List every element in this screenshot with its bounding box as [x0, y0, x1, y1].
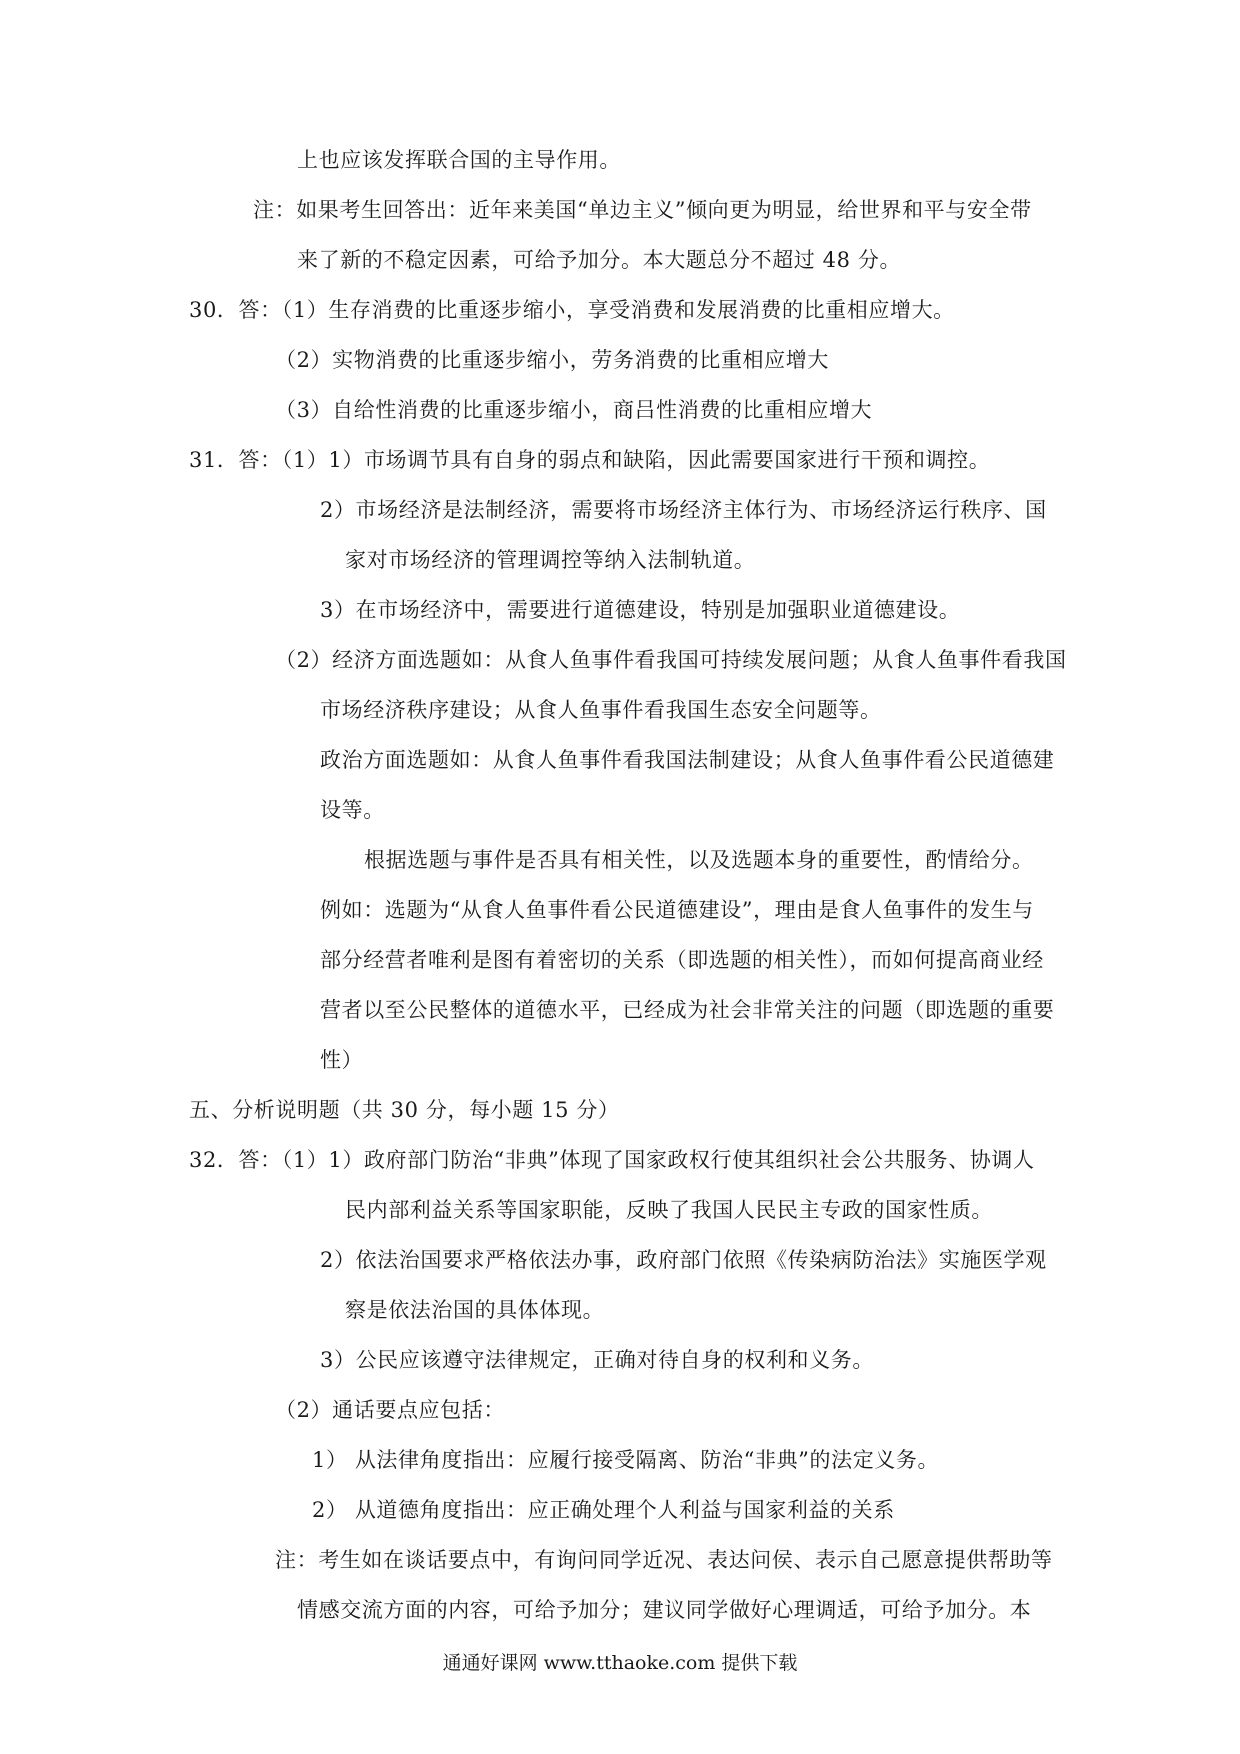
- answer-32-part-1-item-2-cont: 察是依法治国的具体体现。: [345, 1298, 605, 1322]
- answer-32-part-1-item-1: 32．答：（1）1）政府部门防治“非典”体现了国家政权行使其组织社会公共服务、协调人: [189, 1148, 1035, 1172]
- text-line-1: 上也应该发挥联合国的主导作用。: [297, 148, 621, 172]
- note-32-line-1: 注：考生如在谈话要点中，有询问同学近况、表达问侯、表示自己愿意提供帮助等: [275, 1548, 1053, 1572]
- note-line-2: 来了新的不稳定因素，可给予加分。本大题总分不超过 48 分。: [297, 248, 902, 272]
- answer-32-part-2-item-1: 1） 从法律角度指出：应履行接受隔离、防治“非典”的法定义务。: [312, 1448, 940, 1472]
- note-32-line-2: 情感交流方面的内容，可给予加分；建议同学做好心理调适，可给予加分。本: [297, 1598, 1032, 1622]
- note-line-1: 注：如果考生回答出：近年来美国“单边主义”倾向更为明显，给世界和平与安全带: [253, 198, 1032, 222]
- answer-31-part-2-politics: 政治方面选题如：从食人鱼事件看我国法制建设；从食人鱼事件看公民道德建: [320, 748, 1055, 772]
- answer-31-part-2-economy-cont: 市场经济秩序建设；从食人鱼事件看我国生态安全问题等。: [320, 698, 882, 722]
- answer-30-part-2: （2）实物消费的比重逐步缩小，劳务消费的比重相应增大: [275, 348, 829, 372]
- section-five-heading: 五、分析说明题（共 30 分，每小题 15 分）: [189, 1098, 620, 1122]
- answer-31-part-1-item-2-cont: 家对市场经济的管理调控等纳入法制轨道。: [345, 548, 756, 572]
- answer-31-part-1-item-2: 2）市场经济是法制经济，需要将市场经济主体行为、市场经济运行秩序、国: [320, 498, 1047, 522]
- answer-31-part-1-item-1: 31．答：（1）1）市场调节具有自身的弱点和缺陷，因此需要国家进行干预和调控。: [189, 448, 991, 472]
- answer-32-part-1-item-1-cont: 民内部利益关系等国家职能，反映了我国人民民主专政的国家性质。: [345, 1198, 993, 1222]
- answer-32-part-2-item-2: 2） 从道德角度指出：应正确处理个人利益与国家利益的关系: [312, 1498, 895, 1522]
- grading-note: 根据选题与事件是否具有相关性，以及选题本身的重要性，酌情给分。: [364, 848, 1034, 872]
- example-line-3: 营者以至公民整体的道德水平，已经成为社会非常关注的问题（即选题的重要: [320, 998, 1055, 1022]
- answer-32-part-1-item-3: 3）公民应该遵守法律规定，正确对待自身的权利和义务。: [320, 1348, 874, 1372]
- example-line-1: 例如：选题为“从食人鱼事件看公民道德建设”，理由是食人鱼事件的发生与: [320, 898, 1034, 922]
- footer-source: 通通好课网 www.tthaoke.com 提供下载: [442, 1652, 798, 1674]
- answer-32-part-1-item-2: 2）依法治国要求严格依法办事，政府部门依照《传染病防治法》实施医学观: [320, 1248, 1047, 1272]
- answer-31-part-2-economy: （2）经济方面选题如：从食人鱼事件看我国可持续发展问题；从食人鱼事件看我国: [275, 648, 1067, 672]
- example-line-2: 部分经营者唯利是图有着密切的关系（即选题的相关性），而如何提高商业经: [320, 948, 1044, 972]
- answer-31-part-1-item-3: 3）在市场经济中，需要进行道德建设，特别是加强职业道德建设。: [320, 598, 961, 622]
- answer-30-part-1: 30．答：（1）生存消费的比重逐步缩小，享受消费和发展消费的比重相应增大。: [189, 298, 955, 322]
- answer-31-part-2-politics-cont: 设等。: [320, 798, 385, 822]
- answer-32-part-2-heading: （2）通话要点应包括：: [275, 1398, 505, 1422]
- example-line-4: 性）: [320, 1048, 364, 1072]
- answer-30-part-3: （3）自给性消费的比重逐步缩小，商吕性消费的比重相应增大: [275, 398, 873, 422]
